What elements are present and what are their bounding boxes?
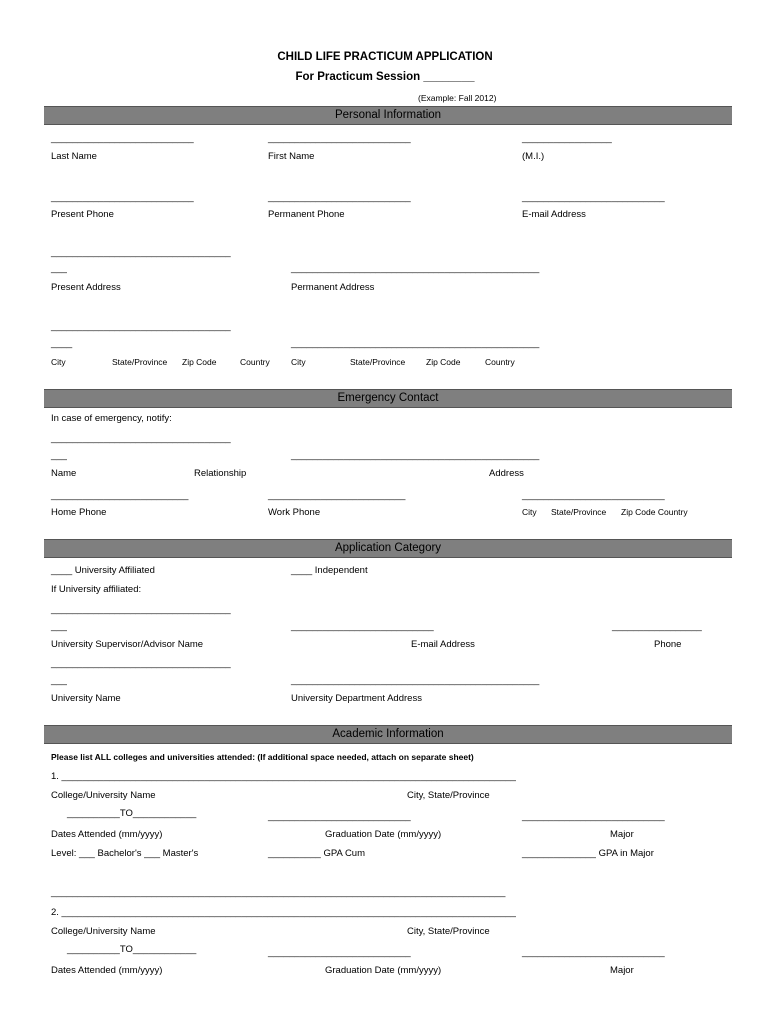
university-name-label: University Name <box>51 693 121 704</box>
supervisor-phone-label: Phone <box>654 639 682 650</box>
emergency-name-field[interactable]: __________________________________ <box>51 433 231 444</box>
level-options[interactable]: Level: ___ Bachelor's ___ Master's <box>51 848 199 859</box>
supervisor-email-field[interactable]: ___________________________ <box>291 621 434 632</box>
if-affiliated-label: If University affiliated: <box>51 584 142 595</box>
college-1-label: College/University Name <box>51 790 156 801</box>
college-2-major-label: Major <box>610 965 634 976</box>
present-phone-field[interactable]: ___________________________ <box>51 192 194 203</box>
emergency-address-field[interactable]: _______________________________________________ <box>291 450 540 461</box>
section-emergency-contact: Emergency Contact <box>44 389 732 408</box>
form-title: CHILD LIFE PRACTICUM APPLICATION <box>277 51 493 63</box>
relationship-label: Relationship <box>194 468 247 479</box>
college-2-dates-field[interactable]: __________TO____________ <box>67 944 197 955</box>
present-city-field[interactable]: __________________________________ <box>51 321 231 332</box>
session-example: (Example: Fall 2012) <box>418 93 497 103</box>
session-line[interactable]: For Practicum Session ________ <box>295 71 475 83</box>
college-1-dates-label: Dates Attended (mm/yyyy) <box>51 829 163 840</box>
university-name-field-cont[interactable]: ___ <box>51 675 67 686</box>
supervisor-phone-field[interactable]: _________________ <box>612 621 702 632</box>
emergency-address-label: Address <box>489 468 524 479</box>
supervisor-email-label: E-mail Address <box>411 639 475 650</box>
section-personal-info: Personal Information <box>44 106 732 125</box>
emergency-name-label: Name <box>51 468 77 479</box>
gpa-cum-field[interactable]: __________ GPA Cum <box>268 848 366 859</box>
zip2-label: Zip Code <box>426 357 461 367</box>
first-name-label: First Name <box>268 151 315 162</box>
college-2-major-field[interactable]: ___________________________ <box>522 947 665 958</box>
college-1-major-field[interactable]: ___________________________ <box>522 811 665 822</box>
emergency-name-field-cont[interactable]: ___ <box>51 450 67 461</box>
independent-option[interactable]: ____ Independent <box>291 565 368 576</box>
college-1-city-label: City, State/Province <box>407 790 490 801</box>
permanent-address-label: Permanent Address <box>291 282 375 293</box>
present-address-label: Present Address <box>51 282 121 293</box>
supervisor-name-label: University Supervisor/Advisor Name <box>51 639 204 650</box>
present-address-field-cont[interactable]: ___ <box>51 263 67 274</box>
emergency-zip-country-label: Zip Code Country <box>621 507 688 517</box>
email-label: E-mail Address <box>522 209 586 220</box>
college-2-label: College/University Name <box>51 926 156 937</box>
present-city-field-cont[interactable]: ____ <box>51 338 73 349</box>
college-1-grad-label: Graduation Date (mm/yyyy) <box>325 829 442 840</box>
permanent-city-field[interactable]: _______________________________________________ <box>291 338 540 349</box>
country2-label: Country <box>485 357 515 367</box>
college-1-field[interactable]: 1. ______________________________________________________________________________________ <box>51 771 516 782</box>
email-field[interactable]: ___________________________ <box>522 192 665 203</box>
college-1-dates-field[interactable]: __________TO____________ <box>67 808 197 819</box>
emergency-city-label: City <box>522 507 537 517</box>
separator-line[interactable]: ______________________________________________________________________________________ <box>51 887 506 898</box>
city-label: City <box>51 357 66 367</box>
permanent-address-field[interactable]: _______________________________________________ <box>291 263 540 274</box>
supervisor-name-field[interactable]: __________________________________ <box>51 604 231 615</box>
mi-field[interactable]: _________________ <box>522 133 612 144</box>
emergency-state-label: State/Province <box>551 507 607 517</box>
college-1-major-label: Major <box>610 829 634 840</box>
state2-label: State/Province <box>350 357 406 367</box>
gpa-major-field[interactable]: ______________ GPA in Major <box>522 848 654 859</box>
section-academic-info: Academic Information <box>44 725 732 744</box>
present-phone-label: Present Phone <box>51 209 114 220</box>
section-application-category: Application Category <box>44 539 732 558</box>
country-label: Country <box>240 357 270 367</box>
work-phone-field[interactable]: __________________________ <box>268 490 406 501</box>
college-2-dates-label: Dates Attended (mm/yyyy) <box>51 965 163 976</box>
college-2-grad-field[interactable]: ___________________________ <box>268 947 411 958</box>
last-name-field[interactable]: ___________________________ <box>51 133 194 144</box>
college-2-grad-label: Graduation Date (mm/yyyy) <box>325 965 442 976</box>
university-name-field[interactable]: __________________________________ <box>51 658 231 669</box>
first-name-field[interactable]: ___________________________ <box>268 133 411 144</box>
academic-instruction: Please list ALL colleges and universities attended: (If additional space needed, attach on separate sheet) <box>51 752 474 762</box>
zip-label: Zip Code <box>182 357 217 367</box>
present-address-field[interactable]: __________________________________ <box>51 247 231 258</box>
emergency-city-field[interactable]: ___________________________ <box>522 490 665 501</box>
department-address-label: University Department Address <box>291 693 422 704</box>
notify-label: In case of emergency, notify: <box>51 413 172 424</box>
state-label: State/Province <box>112 357 168 367</box>
mi-label: (M.I.) <box>522 151 545 162</box>
supervisor-name-field-cont[interactable]: ___ <box>51 621 67 632</box>
last-name-label: Last Name <box>51 151 97 162</box>
home-phone-label: Home Phone <box>51 507 107 518</box>
work-phone-label: Work Phone <box>268 507 321 518</box>
home-phone-field[interactable]: __________________________ <box>51 490 189 501</box>
college-2-city-label: City, State/Province <box>407 926 490 937</box>
college-1-grad-field[interactable]: ___________________________ <box>268 811 411 822</box>
permanent-phone-label: Permanent Phone <box>268 209 345 220</box>
permanent-phone-field[interactable]: ___________________________ <box>268 192 411 203</box>
university-affiliated-option[interactable]: ____ University Affiliated <box>51 565 155 576</box>
department-address-field[interactable]: _______________________________________________ <box>291 675 540 686</box>
college-2-field[interactable]: 2. ______________________________________________________________________________________ <box>51 907 516 918</box>
city2-label: City <box>291 357 306 367</box>
